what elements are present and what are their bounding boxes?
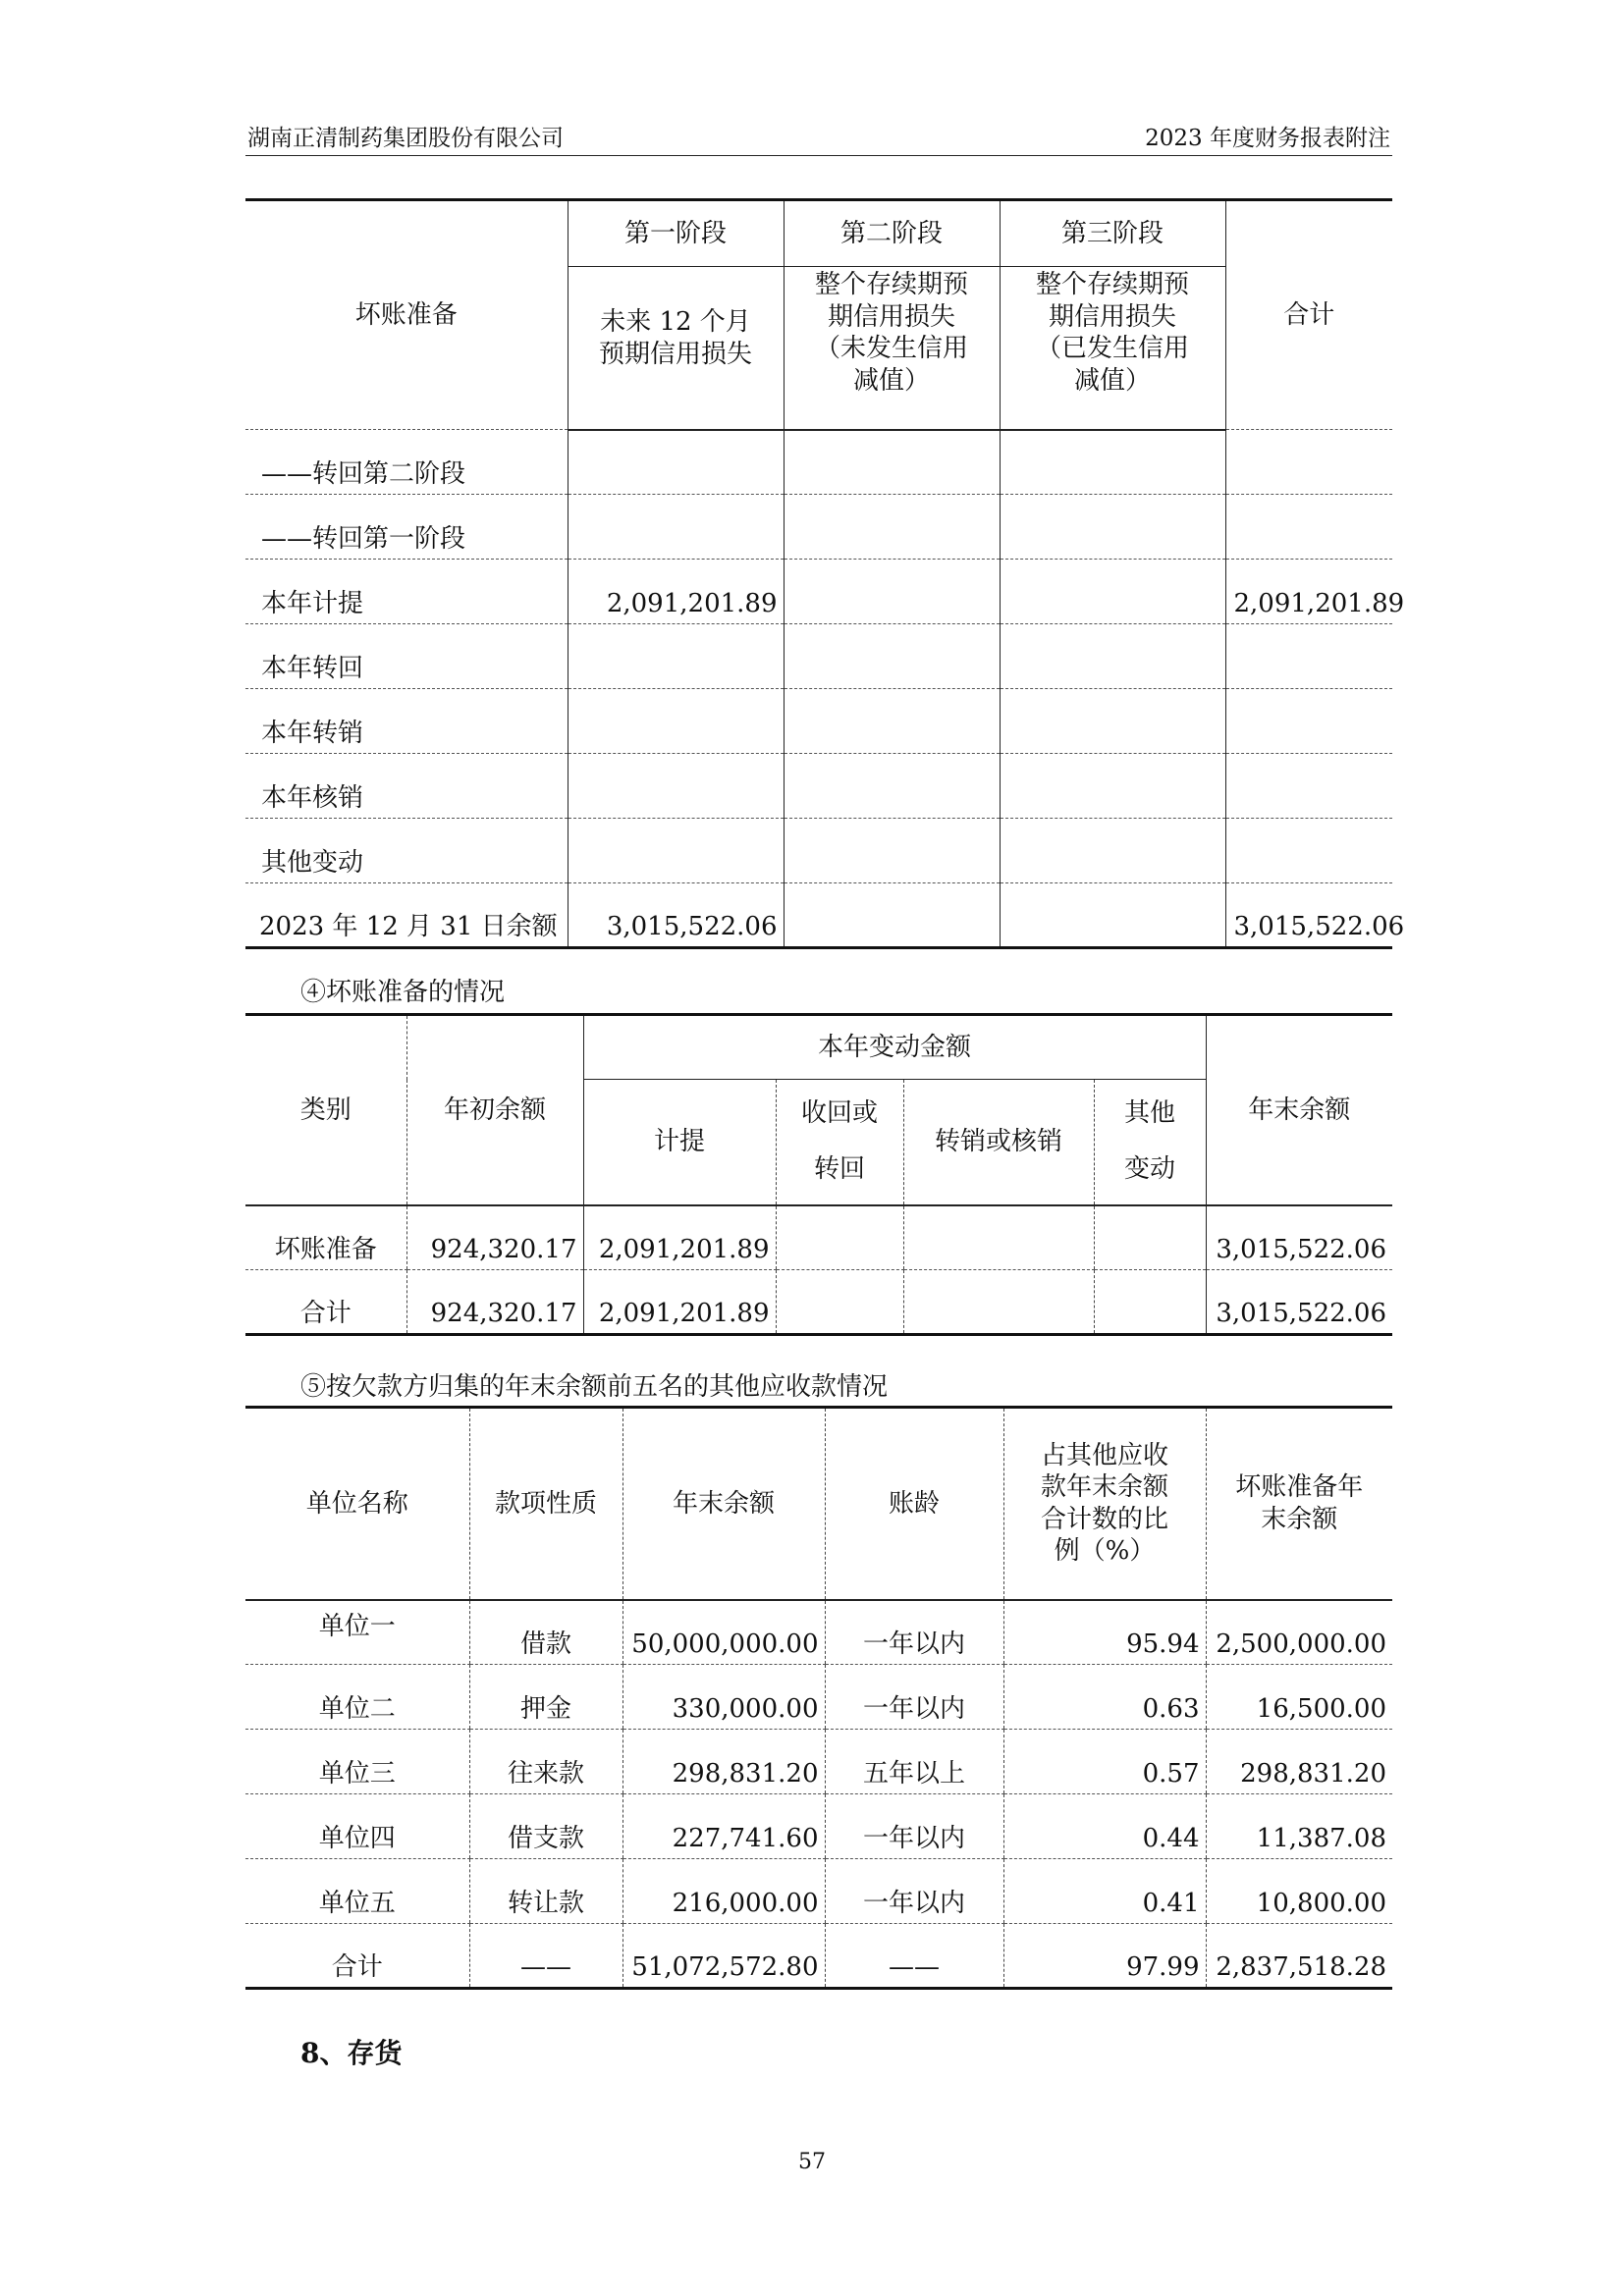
t1-cell [784, 819, 1000, 883]
t3-cell: 一年以内 [825, 1665, 1003, 1730]
t2-cell [776, 1205, 903, 1270]
t2-cell [903, 1270, 1094, 1335]
t3-cell: 一年以内 [825, 1859, 1003, 1924]
t1-cell [1225, 624, 1392, 689]
t3-cell: 51,072,572.80 [623, 1924, 825, 1989]
t1-cell [784, 495, 1000, 560]
t1-cell [568, 495, 784, 560]
t2-h-writeoff: 转销或核销 [903, 1080, 1094, 1205]
t2-cell [1094, 1270, 1206, 1335]
t1-cell [784, 624, 1000, 689]
t2-cell: 924,320.17 [406, 1270, 583, 1335]
t3-cell: 0.41 [1003, 1859, 1206, 1924]
t3-cell: 一年以内 [825, 1600, 1003, 1665]
t1-stage-1: 第一阶段 [568, 200, 784, 267]
t2-cell [1094, 1205, 1206, 1270]
t1-cell [568, 689, 784, 754]
table-row-label: 本年转回 [245, 624, 568, 689]
table-row-label: ——转回第二阶段 [245, 430, 568, 495]
table-row-label: 本年计提 [245, 560, 568, 624]
t3-cell: 一年以内 [825, 1794, 1003, 1859]
t3-cell: 0.63 [1003, 1665, 1206, 1730]
t3-cell: 16,500.00 [1206, 1665, 1392, 1730]
t1-stage-2: 第二阶段 [784, 200, 1000, 267]
t3-cell: 借支款 [469, 1794, 623, 1859]
t3-cell: 五年以上 [825, 1730, 1003, 1794]
t3-cell: 95.94 [1003, 1600, 1206, 1665]
t1-cell [1000, 689, 1225, 754]
t3-cell: 转让款 [469, 1859, 623, 1924]
t2-cell: 3,015,522.06 [1206, 1205, 1392, 1270]
t1-cell [784, 560, 1000, 624]
section-4-title: ④坏账准备的情况 [300, 978, 506, 1007]
report-title: 2023 年度财务报表附注 [1145, 126, 1390, 151]
page-header [245, 116, 1392, 156]
t3-cell: 0.57 [1003, 1730, 1206, 1794]
t1-cell: 3,015,522.06 [568, 883, 784, 948]
t3-h-ratio: 占其他应收 款年末余额 合计数的比 例（%） [1003, 1408, 1206, 1600]
t1-total-head: 合计 [1225, 200, 1392, 430]
t3-cell: 押金 [469, 1665, 623, 1730]
t1-cell [1225, 819, 1392, 883]
section-5-title: ⑤按欠款方归集的年末余额前五名的其他应收款情况 [300, 1372, 889, 1402]
t2-h-category: 类别 [245, 1015, 406, 1205]
table-row-label: ——转回第一阶段 [245, 495, 568, 560]
t1-cell [1000, 430, 1225, 495]
t1-cell [1000, 883, 1225, 948]
t1-cell: 2,091,201.89 [1225, 560, 1392, 624]
t1-cell [1000, 624, 1225, 689]
section-heading-inventory: 8、存货 [300, 2037, 403, 2069]
table-row-label: 其他变动 [245, 819, 568, 883]
t3-cell: 330,000.00 [623, 1665, 825, 1730]
page-number: 57 [798, 2150, 826, 2174]
t3-cell: 0.44 [1003, 1794, 1206, 1859]
company-name: 湖南正清制药集团股份有限公司 [247, 126, 564, 151]
t2-cell: 3,015,522.06 [1206, 1270, 1392, 1335]
t3-h-nature: 款项性质 [469, 1408, 623, 1600]
t3-cell: 216,000.00 [623, 1859, 825, 1924]
t2-h-other: 其他 变动 [1094, 1080, 1206, 1205]
t2-h-recovery: 收回或 转回 [776, 1080, 903, 1205]
t1-cell: 3,015,522.06 [1225, 883, 1392, 948]
table-row-category: 坏账准备 [245, 1205, 406, 1270]
allowance-summary-table [245, 1013, 1392, 1336]
t3-cell: 11,387.08 [1206, 1794, 1392, 1859]
t2-h-change-group: 本年变动金额 [583, 1015, 1206, 1080]
t1-cell [568, 430, 784, 495]
t3-cell: 2,837,518.28 [1206, 1924, 1392, 1989]
stage-allowance-table [245, 198, 1405, 949]
table-row-name: 单位二 [245, 1665, 469, 1730]
t1-stage-1-desc: 未来 12 个月 预期信用损失 [568, 267, 784, 430]
t3-h-allowance: 坏账准备年 末余额 [1206, 1408, 1392, 1600]
t1-stage-3: 第三阶段 [1000, 200, 1225, 267]
table-row-name: 单位三 [245, 1730, 469, 1794]
t3-cell: 97.99 [1003, 1924, 1206, 1989]
t2-cell [903, 1205, 1094, 1270]
t3-cell: 298,831.20 [1206, 1730, 1392, 1794]
t2-cell: 924,320.17 [406, 1205, 583, 1270]
t1-cell [1225, 754, 1392, 819]
table-row-label: 本年核销 [245, 754, 568, 819]
t2-cell: 2,091,201.89 [583, 1205, 776, 1270]
t3-cell: 往来款 [469, 1730, 623, 1794]
table-row-category: 合计 [299, 1298, 352, 1328]
t3-cell: 10,800.00 [1206, 1859, 1392, 1924]
t1-head-label: 坏账准备 [245, 200, 568, 430]
t1-cell [1000, 754, 1225, 819]
t2-cell: 2,091,201.89 [583, 1270, 776, 1335]
top-five-receivables-table [245, 1406, 1392, 1990]
table-row-label: 本年转销 [245, 689, 568, 754]
table-row-name: 合计 [331, 1951, 383, 1982]
t1-stage-3-desc: 整个存续期预 期信用损失 （已发生信用 减值） [1000, 267, 1225, 430]
t3-cell: 2,500,000.00 [1206, 1600, 1392, 1665]
t2-h-provision: 计提 [583, 1080, 776, 1205]
t1-cell [568, 754, 784, 819]
table-row-name: 单位五 [245, 1859, 469, 1924]
t3-cell: —— [825, 1924, 1003, 1989]
table-row-name: 单位一 [245, 1600, 469, 1665]
t3-h-name: 单位名称 [245, 1408, 469, 1600]
t1-cell [784, 430, 1000, 495]
t1-cell [784, 883, 1000, 948]
t3-h-balance: 年末余额 [623, 1408, 825, 1600]
t1-cell [1225, 689, 1392, 754]
t3-cell: 298,831.20 [623, 1730, 825, 1794]
t1-cell [568, 624, 784, 689]
table-row-label: 2023 年 12 月 31 日余额 [259, 911, 558, 941]
t2-h-closing: 年末余额 [1206, 1015, 1392, 1205]
table-row-name: 单位四 [245, 1794, 469, 1859]
t1-stage-2-desc: 整个存续期预 期信用损失 （未发生信用 减值） [784, 267, 1000, 430]
t3-cell: 227,741.60 [623, 1794, 825, 1859]
t1-cell [784, 754, 1000, 819]
t3-cell: 50,000,000.00 [623, 1600, 825, 1665]
t1-cell [1225, 430, 1392, 495]
t2-cell [776, 1270, 903, 1335]
t1-cell [1000, 495, 1225, 560]
t1-cell [1000, 560, 1225, 624]
t1-cell [568, 819, 784, 883]
t1-cell: 2,091,201.89 [568, 560, 784, 624]
t1-cell [1000, 819, 1225, 883]
t1-cell [1225, 495, 1392, 560]
t1-cell [784, 689, 1000, 754]
t3-cell: —— [469, 1924, 623, 1989]
t3-h-age: 账龄 [825, 1408, 1003, 1600]
t2-h-opening: 年初余额 [406, 1015, 583, 1205]
t3-cell: 借款 [469, 1600, 623, 1665]
